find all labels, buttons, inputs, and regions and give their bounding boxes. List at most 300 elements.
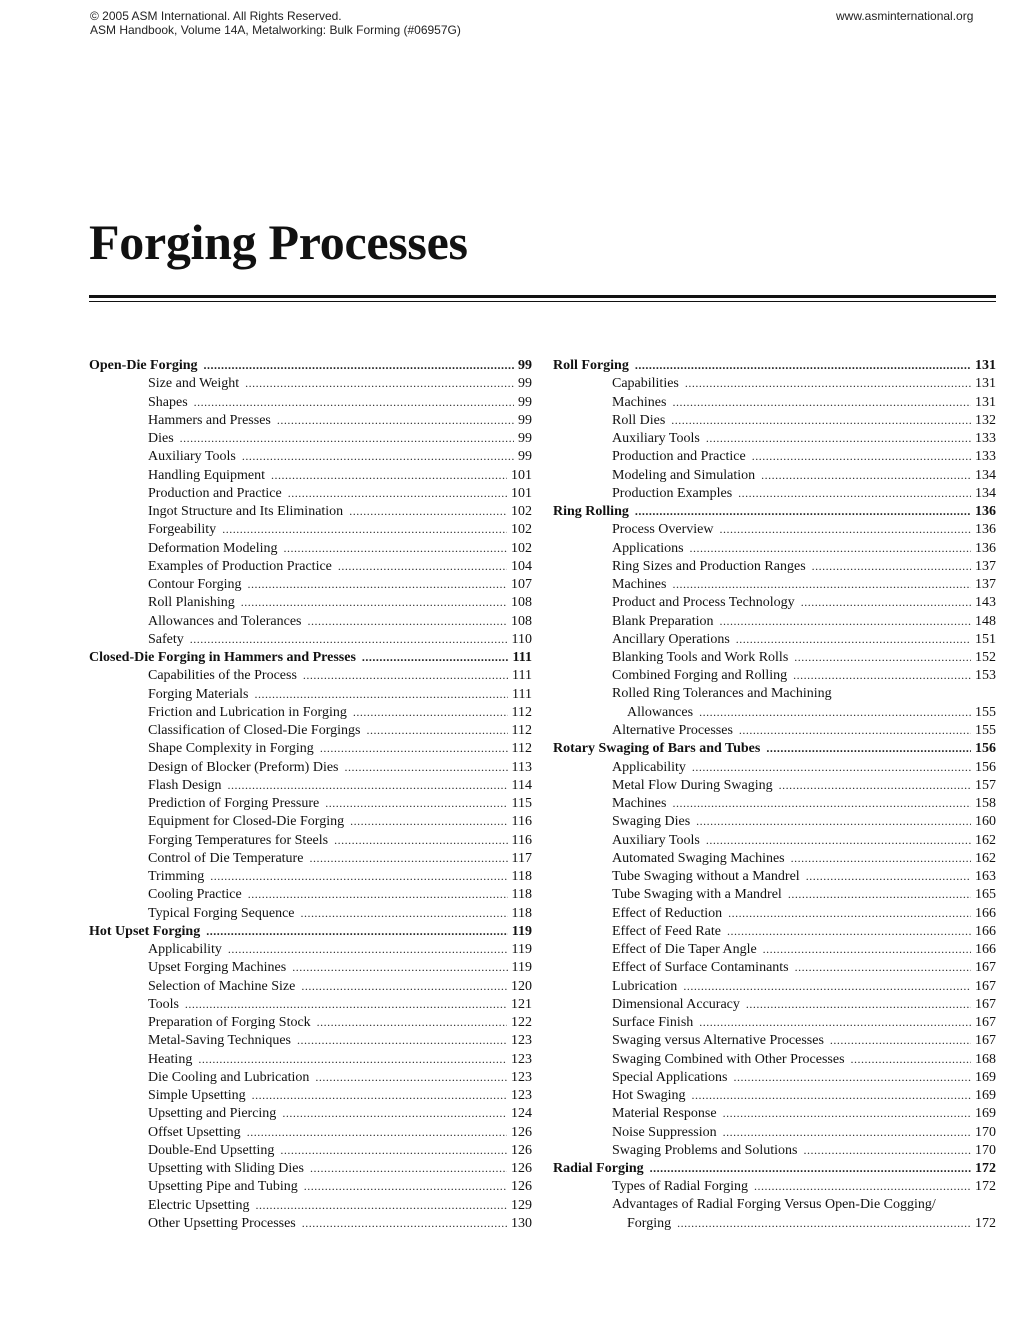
toc-entry-swaging-combined-with-other-processes[interactable]	[553, 1050, 996, 1068]
toc-section-rotary-swaging-of-bars-and-tubes[interactable]	[553, 739, 996, 757]
dot-leader	[228, 940, 508, 958]
toc-entry-label: Ancillary Operations	[612, 631, 730, 647]
toc-entry-other-upsetting-processes[interactable]	[89, 1214, 532, 1232]
toc-entry-label: Auxiliary Tools	[612, 431, 700, 446]
toc-entry-machines[interactable]	[553, 575, 996, 593]
toc-page-number: 153	[975, 668, 996, 684]
toc-entry-design-of-blocker-preform-dies[interactable]	[89, 758, 532, 776]
toc-entry-alternative-processes[interactable]	[553, 721, 996, 739]
toc-entry-forging-temperatures-for-steels[interactable]	[89, 831, 532, 849]
copyright-notice: © 2005 ASM International. All Rights Reserved.	[90, 9, 342, 23]
dot-leader	[801, 593, 971, 611]
toc-page-number: 167	[975, 1015, 996, 1030]
toc-entry-label: Selection of Machine Size	[148, 978, 296, 994]
dot-leader	[766, 739, 971, 757]
toc-entry-upset-forging-machines[interactable]	[89, 958, 532, 976]
toc-entry-label: Ring Rolling	[553, 504, 629, 519]
toc-page-number: 113	[511, 759, 532, 775]
toc-entry-machines[interactable]	[553, 794, 996, 812]
toc-entry-label: Shapes	[148, 394, 188, 410]
toc-page-number: 162	[975, 832, 996, 848]
toc-entry-control-of-die-temperature[interactable]	[89, 849, 532, 867]
dot-leader	[315, 1068, 507, 1086]
toc-page-number: 115	[511, 796, 532, 811]
toc-entry-label: Open-Die Forging	[89, 358, 198, 373]
toc-page-number: 163	[975, 869, 996, 884]
toc-entry-surface-finish[interactable]	[553, 1013, 996, 1031]
toc-entry-label: Swaging Dies	[612, 814, 691, 830]
toc-page-number: 123	[511, 1088, 532, 1103]
toc-section-hot-upset-forging[interactable]	[89, 922, 532, 940]
toc-entry-label: Upset Forging Machines	[148, 960, 287, 976]
toc-entry-label: Classification of Closed-Die Forgings	[148, 723, 361, 738]
toc-entry-trimming[interactable]	[89, 867, 532, 885]
toc-page-number: 117	[511, 850, 532, 866]
toc-entry-label: Dies	[148, 431, 174, 446]
toc-entry-applicability[interactable]	[89, 940, 532, 958]
toc-entry-label: Typical Forging Sequence	[148, 905, 295, 921]
dot-leader	[248, 885, 508, 903]
dot-leader	[794, 648, 971, 666]
toc-page-number: 124	[511, 1106, 532, 1122]
dot-leader	[791, 849, 971, 867]
dot-leader	[302, 1214, 507, 1232]
dot-leader	[692, 1086, 972, 1104]
toc-page-number: 112	[511, 741, 532, 757]
toc-entry-label: Offset Upsetting	[148, 1124, 241, 1140]
toc-entry-material-response[interactable]	[553, 1104, 996, 1122]
toc-page-number: 136	[975, 522, 996, 538]
toc-page-number: 130	[511, 1215, 532, 1231]
toc-entry-effect-of-die-taper-angle[interactable]	[553, 940, 996, 958]
toc-entry-label: Examples of Production Practice	[148, 558, 332, 574]
dot-leader	[723, 1104, 971, 1122]
toc-page-number: 118	[511, 905, 532, 921]
toc-entry-label: Machines	[612, 796, 667, 811]
toc-entry-blanking-tools-and-work-rolls[interactable]	[553, 648, 996, 666]
toc-entry-label: Auxiliary Tools	[148, 449, 236, 465]
toc-entry-label: Surface Finish	[612, 1015, 694, 1030]
toc-page-number: 101	[511, 485, 532, 501]
toc-page-number: 111	[512, 668, 532, 684]
dot-leader	[692, 758, 971, 776]
toc-entry-upsetting-and-piercing[interactable]	[89, 1104, 532, 1122]
toc-entry-selection-of-machine-size[interactable]	[89, 977, 532, 995]
toc-page-number: 156	[975, 759, 996, 775]
toc-entry-label: Machines	[612, 577, 667, 592]
page-header-left	[90, 9, 461, 37]
toc-entry-effect-of-reduction[interactable]	[553, 904, 996, 922]
toc-entry-label: Control of Die Temperature	[148, 850, 304, 866]
toc-entry-label: Swaging Problems and Solutions	[612, 1142, 798, 1158]
dot-leader	[699, 1013, 971, 1031]
toc-entry-examples-of-production-practice[interactable]	[89, 557, 532, 575]
dot-leader	[210, 867, 507, 885]
dot-leader	[763, 940, 971, 958]
dot-leader	[245, 374, 514, 392]
toc-entry-label: Simple Upsetting	[148, 1088, 246, 1103]
toc-entry-forgeability[interactable]	[89, 520, 532, 538]
toc-page-number: 111	[512, 686, 532, 702]
toc-entry-forging[interactable]	[553, 1214, 996, 1232]
toc-entry-label: Alternative Processes	[612, 723, 733, 738]
toc-entry-classification-of-closed-die-forgings[interactable]	[89, 721, 532, 739]
toc-entry-label: Tube Swaging without a Mandrel	[612, 869, 800, 884]
toc-entry-auxiliary-tools[interactable]	[89, 447, 532, 465]
dot-leader	[310, 1159, 507, 1177]
toc-page-number: 136	[975, 504, 996, 519]
toc-entry-forging-materials[interactable]	[89, 685, 532, 703]
toc-entry-applications[interactable]	[553, 539, 996, 557]
toc-entry-label: Electric Upsetting	[148, 1197, 250, 1213]
toc-entry-label: Other Upsetting Processes	[148, 1215, 296, 1231]
toc-entry-label: Auxiliary Tools	[612, 832, 700, 848]
toc-entry-label: Closed-Die Forging in Hammers and Presses	[89, 650, 356, 665]
toc-entry-label: Combined Forging and Rolling	[612, 668, 788, 684]
dot-leader	[683, 977, 971, 995]
toc-page-number: 169	[975, 1088, 996, 1103]
toc-page-number: 134	[975, 485, 996, 501]
toc-page-number: 107	[511, 577, 532, 592]
dot-leader	[353, 703, 508, 721]
dot-leader	[754, 1177, 971, 1195]
dot-leader	[292, 958, 507, 976]
dot-leader	[723, 1123, 971, 1141]
toc-entry-swaging-dies[interactable]	[553, 812, 996, 830]
dot-leader	[672, 393, 971, 411]
dot-leader	[719, 520, 971, 538]
toc-entry-label: Effect of Feed Rate	[612, 923, 721, 939]
dot-leader	[277, 411, 514, 429]
toc-entry-lubrication[interactable]	[553, 977, 996, 995]
toc-entry-allowances[interactable]	[553, 703, 996, 721]
dot-leader	[366, 721, 507, 739]
toc-entry-label: Types of Radial Forging	[612, 1179, 749, 1195]
toc-entry-cooling-practice[interactable]	[89, 885, 532, 903]
toc-entry-label: Cooling Practice	[148, 887, 242, 903]
toc-entry-size-and-weight[interactable]	[89, 374, 532, 392]
toc-entry-label: Forging Temperatures for Steels	[148, 832, 329, 848]
dot-leader	[851, 1050, 971, 1068]
toc-entry-label: Upsetting Pipe and Tubing	[148, 1179, 298, 1195]
toc-entry-applicability[interactable]	[553, 758, 996, 776]
toc-entry-label: Capabilities	[612, 376, 679, 392]
toc-entry-label: Lubrication	[612, 978, 678, 994]
dot-leader	[830, 1031, 971, 1049]
toc-entry-label: Applications	[612, 540, 684, 556]
toc-entry-blank-preparation[interactable]	[553, 612, 996, 630]
toc-entry-ingot-structure-and-its-elimination[interactable]	[89, 502, 532, 520]
toc-page-number: 112	[511, 723, 532, 738]
toc-entry-label: Hot Swaging	[612, 1088, 686, 1103]
dot-leader	[362, 648, 509, 666]
toc-page-number: 99	[518, 449, 532, 465]
toc-entry-process-overview[interactable]	[553, 520, 996, 538]
toc-page-number: 166	[975, 905, 996, 921]
toc-entry-label: Contour Forging	[148, 577, 242, 592]
dot-leader	[325, 794, 507, 812]
dot-leader	[280, 1141, 507, 1159]
toc-entry-deformation-modeling[interactable]	[89, 539, 532, 557]
toc-entry-label: Noise Suppression	[612, 1124, 717, 1140]
toc-entry-label: Automated Swaging Machines	[612, 850, 785, 866]
toc-page-number: 136	[975, 540, 996, 556]
toc-entry-label: Process Overview	[612, 522, 714, 538]
toc-entry-offset-upsetting[interactable]	[89, 1123, 532, 1141]
toc-entry-preparation-of-forging-stock[interactable]	[89, 1013, 532, 1031]
toc-entry-hot-swaging[interactable]	[553, 1086, 996, 1104]
toc-page-number: 131	[975, 358, 996, 373]
toc-entry-label: Special Applications	[612, 1069, 728, 1085]
toc-section-radial-forging[interactable]	[553, 1159, 996, 1177]
toc-entry-label: Die Cooling and Lubrication	[148, 1069, 310, 1085]
toc-entry-capabilities[interactable]	[553, 374, 996, 392]
toc-page-number: 155	[975, 723, 996, 738]
toc-entry-automated-swaging-machines[interactable]	[553, 849, 996, 867]
toc-entry-tube-swaging-without-a-mandrel[interactable]	[553, 867, 996, 885]
dot-leader	[320, 739, 508, 757]
toc-entry-label: Swaging Combined with Other Processes	[612, 1051, 845, 1067]
dot-leader	[334, 831, 507, 849]
toc-entry-swaging-versus-alternative-processes[interactable]	[553, 1031, 996, 1049]
dot-leader	[738, 484, 971, 502]
toc-page-number: 114	[511, 777, 532, 793]
toc-entry-label: Forging Materials	[148, 686, 249, 702]
toc-entry-combined-forging-and-rolling[interactable]	[553, 666, 996, 684]
toc-page-number: 101	[511, 467, 532, 483]
toc-entry-label: Radial Forging	[553, 1161, 644, 1176]
toc-page-number: 131	[975, 376, 996, 392]
toc-entry-label: Size and Weight	[148, 376, 240, 392]
toc-entry-label: Forgeability	[148, 522, 217, 538]
toc-entry-production-examples[interactable]	[553, 484, 996, 502]
toc-page-number: 126	[511, 1161, 532, 1176]
dot-leader	[350, 812, 507, 830]
dot-leader	[727, 922, 971, 940]
toc-page-number: 133	[975, 431, 996, 446]
website-link[interactable]: www.asminternational.org	[836, 9, 974, 23]
toc-page-number: 112	[511, 704, 532, 720]
dot-leader	[247, 575, 507, 593]
toc-page-number: 132	[975, 412, 996, 428]
toc-entry-label: Ingot Structure and Its Elimination	[148, 504, 344, 519]
toc-entry-flash-design[interactable]	[89, 776, 532, 794]
toc-page-number: 152	[975, 650, 996, 665]
toc-entry-label: Heating	[148, 1051, 193, 1067]
toc-page-number: 126	[511, 1142, 532, 1158]
toc-entry-capabilities-of-the-process[interactable]	[89, 666, 532, 684]
toc-entry-equipment-for-closed-die-forging[interactable]	[89, 812, 532, 830]
toc-page-number: 157	[975, 777, 996, 793]
toc-entry-allowances-and-tolerances[interactable]	[89, 612, 532, 630]
dot-leader	[788, 885, 971, 903]
toc-page-number: 172	[975, 1215, 996, 1231]
dot-leader	[271, 466, 507, 484]
toc-entry-metal-saving-techniques[interactable]	[89, 1031, 532, 1049]
title-rule-thick	[89, 295, 996, 298]
toc-page-number: 169	[975, 1106, 996, 1122]
toc-entry-safety[interactable]	[89, 630, 532, 648]
dot-leader	[672, 575, 971, 593]
toc-entry-shapes[interactable]	[89, 393, 532, 411]
dot-leader	[672, 794, 971, 812]
dot-leader	[297, 1031, 507, 1049]
dot-leader	[349, 502, 507, 520]
toc-entry-tube-swaging-with-a-mandrel[interactable]	[553, 885, 996, 903]
toc-page-number: 137	[975, 558, 996, 574]
toc-entry-electric-upsetting[interactable]	[89, 1196, 532, 1214]
toc-entry-shape-complexity-in-forging[interactable]	[89, 739, 532, 757]
dot-leader	[752, 447, 971, 465]
toc-entry-label: Design of Blocker (Preform) Dies	[148, 759, 339, 775]
toc-page-number: 129	[511, 1197, 532, 1213]
toc-entry-tools[interactable]	[89, 995, 532, 1013]
dot-leader	[307, 612, 507, 630]
toc-entry-upsetting-with-sliding-dies[interactable]	[89, 1159, 532, 1177]
dot-leader	[719, 612, 971, 630]
toc-entry-auxiliary-tools[interactable]	[553, 831, 996, 849]
toc-column-left	[89, 356, 532, 1232]
toc-section-ring-rolling[interactable]	[553, 502, 996, 520]
dot-leader	[671, 411, 971, 429]
dot-leader	[304, 1177, 507, 1195]
toc-entry-swaging-problems-and-solutions[interactable]	[553, 1141, 996, 1159]
dot-leader	[338, 557, 507, 575]
toc-page-number: 126	[511, 1179, 532, 1195]
toc-entry-label: Ring Sizes and Production Ranges	[612, 558, 806, 574]
book-reference: ASM Handbook, Volume 14A, Metalworking: Bulk Forming (#06957G)	[90, 23, 461, 37]
toc-page-number: 121	[511, 996, 532, 1012]
toc-entry-roll-dies[interactable]	[553, 411, 996, 429]
toc-page-number: 99	[518, 358, 532, 373]
toc-entry-ancillary-operations[interactable]	[553, 630, 996, 648]
toc-entry-production-and-practice[interactable]	[89, 484, 532, 502]
toc-page-number: 102	[511, 504, 532, 519]
toc-entry-contour-forging[interactable]	[89, 575, 532, 593]
toc-entry-friction-and-lubrication-in-forging[interactable]	[89, 703, 532, 721]
toc-entry-hammers-and-presses[interactable]	[89, 411, 532, 429]
toc-entry-ring-sizes-and-production-ranges[interactable]	[553, 557, 996, 575]
toc-entry-types-of-radial-forging[interactable]	[553, 1177, 996, 1195]
toc-entry-effect-of-feed-rate[interactable]	[553, 922, 996, 940]
toc-entry-label: Upsetting with Sliding Dies	[148, 1161, 304, 1176]
toc-page-number: 134	[975, 467, 996, 483]
toc-section-closed-die-forging-in-hammers-and-presses[interactable]	[89, 648, 532, 666]
dot-leader	[795, 958, 971, 976]
toc-entry-label: Preparation of Forging Stock	[148, 1015, 311, 1030]
toc-entry-double-end-upsetting[interactable]	[89, 1141, 532, 1159]
dot-leader	[222, 520, 507, 538]
dot-leader	[242, 447, 514, 465]
toc-entry-label: Applicability	[612, 759, 686, 775]
toc-page-number: 172	[975, 1179, 996, 1195]
toc-entry-label: Forging	[627, 1215, 672, 1231]
toc-entry-handling-equipment[interactable]	[89, 466, 532, 484]
toc-entry-special-applications[interactable]	[553, 1068, 996, 1086]
dot-leader	[635, 502, 971, 520]
toc-entry-label: Double-End Upsetting	[148, 1142, 275, 1158]
toc-entry-label: Swaging versus Alternative Processes	[612, 1033, 824, 1049]
toc-entry-label: Roll Forging	[553, 358, 629, 373]
toc-page-number: 151	[975, 631, 996, 647]
toc-page-number: 166	[975, 942, 996, 957]
toc-page-number: 158	[975, 796, 996, 811]
toc-page-number: 99	[518, 412, 532, 428]
dot-leader	[190, 630, 508, 648]
dot-leader	[746, 995, 971, 1013]
dot-leader	[255, 1196, 507, 1214]
toc-section-roll-forging[interactable]	[553, 356, 996, 374]
toc-entry-label: Metal-Saving Techniques	[148, 1033, 292, 1049]
toc-entry-machines[interactable]	[553, 393, 996, 411]
toc-entry-dies[interactable]	[89, 429, 532, 447]
dot-leader	[301, 977, 507, 995]
toc-page-number: 123	[511, 1033, 532, 1049]
dot-leader	[812, 557, 971, 575]
toc-entry-production-and-practice[interactable]	[553, 447, 996, 465]
dot-leader	[635, 356, 971, 374]
toc-entry-modeling-and-simulation[interactable]	[553, 466, 996, 484]
dot-leader	[699, 703, 971, 721]
toc-page-number: 122	[511, 1015, 532, 1030]
toc-entry-rolled-ring-tolerances-and-machining[interactable]	[553, 685, 996, 703]
toc-page-number: 118	[511, 887, 532, 903]
toc-entry-prediction-of-forging-pressure[interactable]	[89, 794, 532, 812]
dot-leader	[309, 849, 507, 867]
dot-leader	[650, 1159, 971, 1177]
toc-entry-label: Production Examples	[612, 485, 733, 501]
toc-entry-typical-forging-sequence[interactable]	[89, 904, 532, 922]
toc-entry-upsetting-pipe-and-tubing[interactable]	[89, 1177, 532, 1195]
toc-entry-label: Effect of Die Taper Angle	[612, 942, 757, 957]
dot-leader	[345, 758, 508, 776]
page-title: Forging Processes	[89, 214, 468, 270]
toc-entry-noise-suppression[interactable]	[553, 1123, 996, 1141]
dot-leader	[204, 356, 515, 374]
dot-leader	[779, 776, 971, 794]
toc-entry-dimensional-accuracy[interactable]	[553, 995, 996, 1013]
toc-entry-product-and-process-technology[interactable]	[553, 593, 996, 611]
toc-entry-advantages-of-radial-forging-versus-open-die-cogging[interactable]	[553, 1196, 996, 1214]
dot-leader	[804, 1141, 971, 1159]
dot-leader	[696, 812, 971, 830]
toc-entry-label: Advantages of Radial Forging Versus Open-Die Cogging/	[612, 1196, 936, 1212]
toc-section-open-die-forging[interactable]	[89, 356, 532, 374]
toc-entry-auxiliary-tools[interactable]	[553, 429, 996, 447]
dot-leader	[206, 922, 508, 940]
toc-entry-effect-of-surface-contaminants[interactable]	[553, 958, 996, 976]
toc-page-number: 108	[511, 595, 532, 611]
toc-page-number: 160	[975, 814, 996, 830]
toc-entry-metal-flow-during-swaging[interactable]	[553, 776, 996, 794]
toc-page-number: 102	[511, 540, 532, 556]
dot-leader	[180, 429, 514, 447]
dot-leader	[252, 1086, 507, 1104]
toc-entry-label: Trimming	[148, 869, 205, 884]
toc-page-number: 118	[511, 869, 532, 884]
toc-page-number: 99	[518, 394, 532, 410]
toc-entry-label: Tools	[148, 996, 179, 1012]
toc-page-number: 104	[511, 558, 532, 574]
toc-entry-heating[interactable]	[89, 1050, 532, 1068]
toc-entry-die-cooling-and-lubrication[interactable]	[89, 1068, 532, 1086]
dot-leader	[247, 1123, 507, 1141]
toc-entry-roll-planishing[interactable]	[89, 593, 532, 611]
toc-entry-label: Dimensional Accuracy	[612, 996, 740, 1012]
toc-entry-label: Deformation Modeling	[148, 540, 278, 556]
toc-entry-simple-upsetting[interactable]	[89, 1086, 532, 1104]
toc-entry-label: Effect of Reduction	[612, 905, 723, 921]
